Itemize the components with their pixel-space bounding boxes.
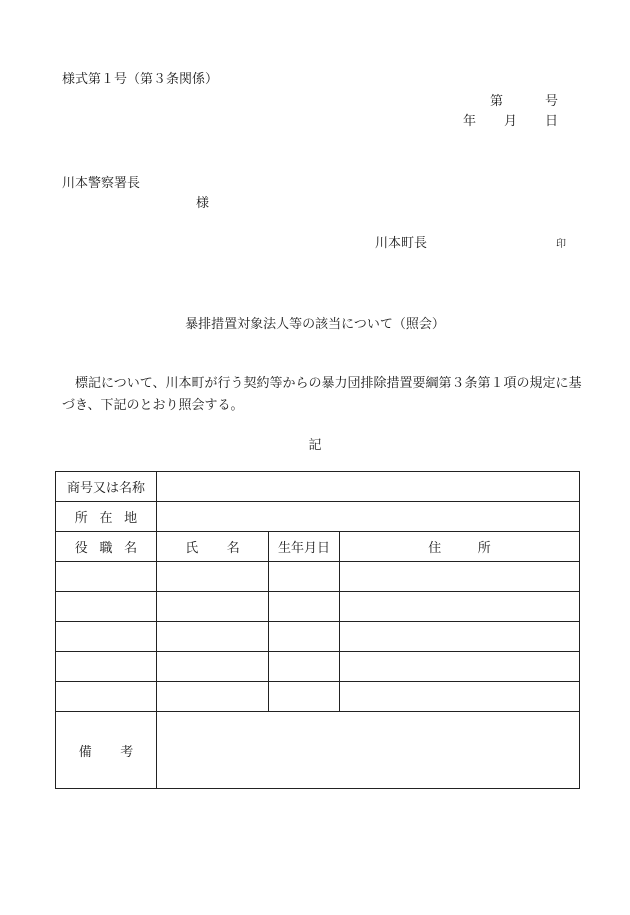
date-year: 年 [462,114,476,129]
table-row [56,592,580,622]
birthdate-header: 生年月日 [269,532,340,562]
date-line [463,110,558,129]
name-cell[interactable] [157,652,269,682]
residence-cell[interactable] [340,682,580,712]
name-cell[interactable] [157,682,269,712]
name-cell[interactable] [157,562,269,592]
remarks-field[interactable] [157,712,580,789]
table-row [56,682,580,712]
seal-mark: 印 [556,239,566,250]
table-row [56,622,580,652]
residence-cell[interactable] [340,562,580,592]
birthdate-cell[interactable] [269,592,340,622]
body-text: 標記について、川本町が行う契約等からの暴力団排除措置要綱第３条第１項の規定に基づき、下記のとおり照会する。 [62,376,582,413]
residence-cell[interactable] [340,592,580,622]
address-row [56,502,580,532]
residence-cell[interactable] [340,622,580,652]
trade-name-label: 商号又は名称 [56,472,157,502]
column-header-row [56,532,580,562]
inquiry-table [55,471,580,789]
record-heading: 記 [308,438,322,453]
position-cell[interactable] [56,652,157,682]
document-title: 暴排措置対象法人等の該当について（照会） [185,317,445,332]
position-cell[interactable] [56,562,157,592]
address-label: 所在地 [56,502,157,532]
position-cell[interactable] [56,592,157,622]
birthdate-cell[interactable] [269,682,340,712]
recipient-honorific: 様 [196,196,210,211]
number-suffix: 号 [544,94,558,109]
birthdate-cell[interactable] [269,622,340,652]
date-month: 月 [503,114,517,129]
birthdate-cell[interactable] [269,652,340,682]
document-number-line [490,90,558,109]
name-cell[interactable] [157,592,269,622]
sender: 川本町長 [375,236,428,251]
address-field[interactable] [157,502,580,532]
recipient: 川本警察署長 [62,176,141,191]
date-day: 日 [544,114,558,129]
name-cell[interactable] [157,622,269,652]
position-cell[interactable] [56,682,157,712]
position-header: 役職名 [56,532,157,562]
name-header: 氏名 [157,532,269,562]
remarks-label: 備考 [56,712,157,789]
residence-header: 住所 [340,532,580,562]
number-prefix: 第 [489,94,503,109]
residence-cell[interactable] [340,652,580,682]
remarks-row [56,712,580,789]
table-row [56,562,580,592]
trade-name-field[interactable] [157,472,580,502]
trade-name-row [56,472,580,502]
position-cell[interactable] [56,622,157,652]
birthdate-cell[interactable] [269,562,340,592]
table-row [56,652,580,682]
form-number-label: 様式第１号（第３条関係） [62,72,219,87]
